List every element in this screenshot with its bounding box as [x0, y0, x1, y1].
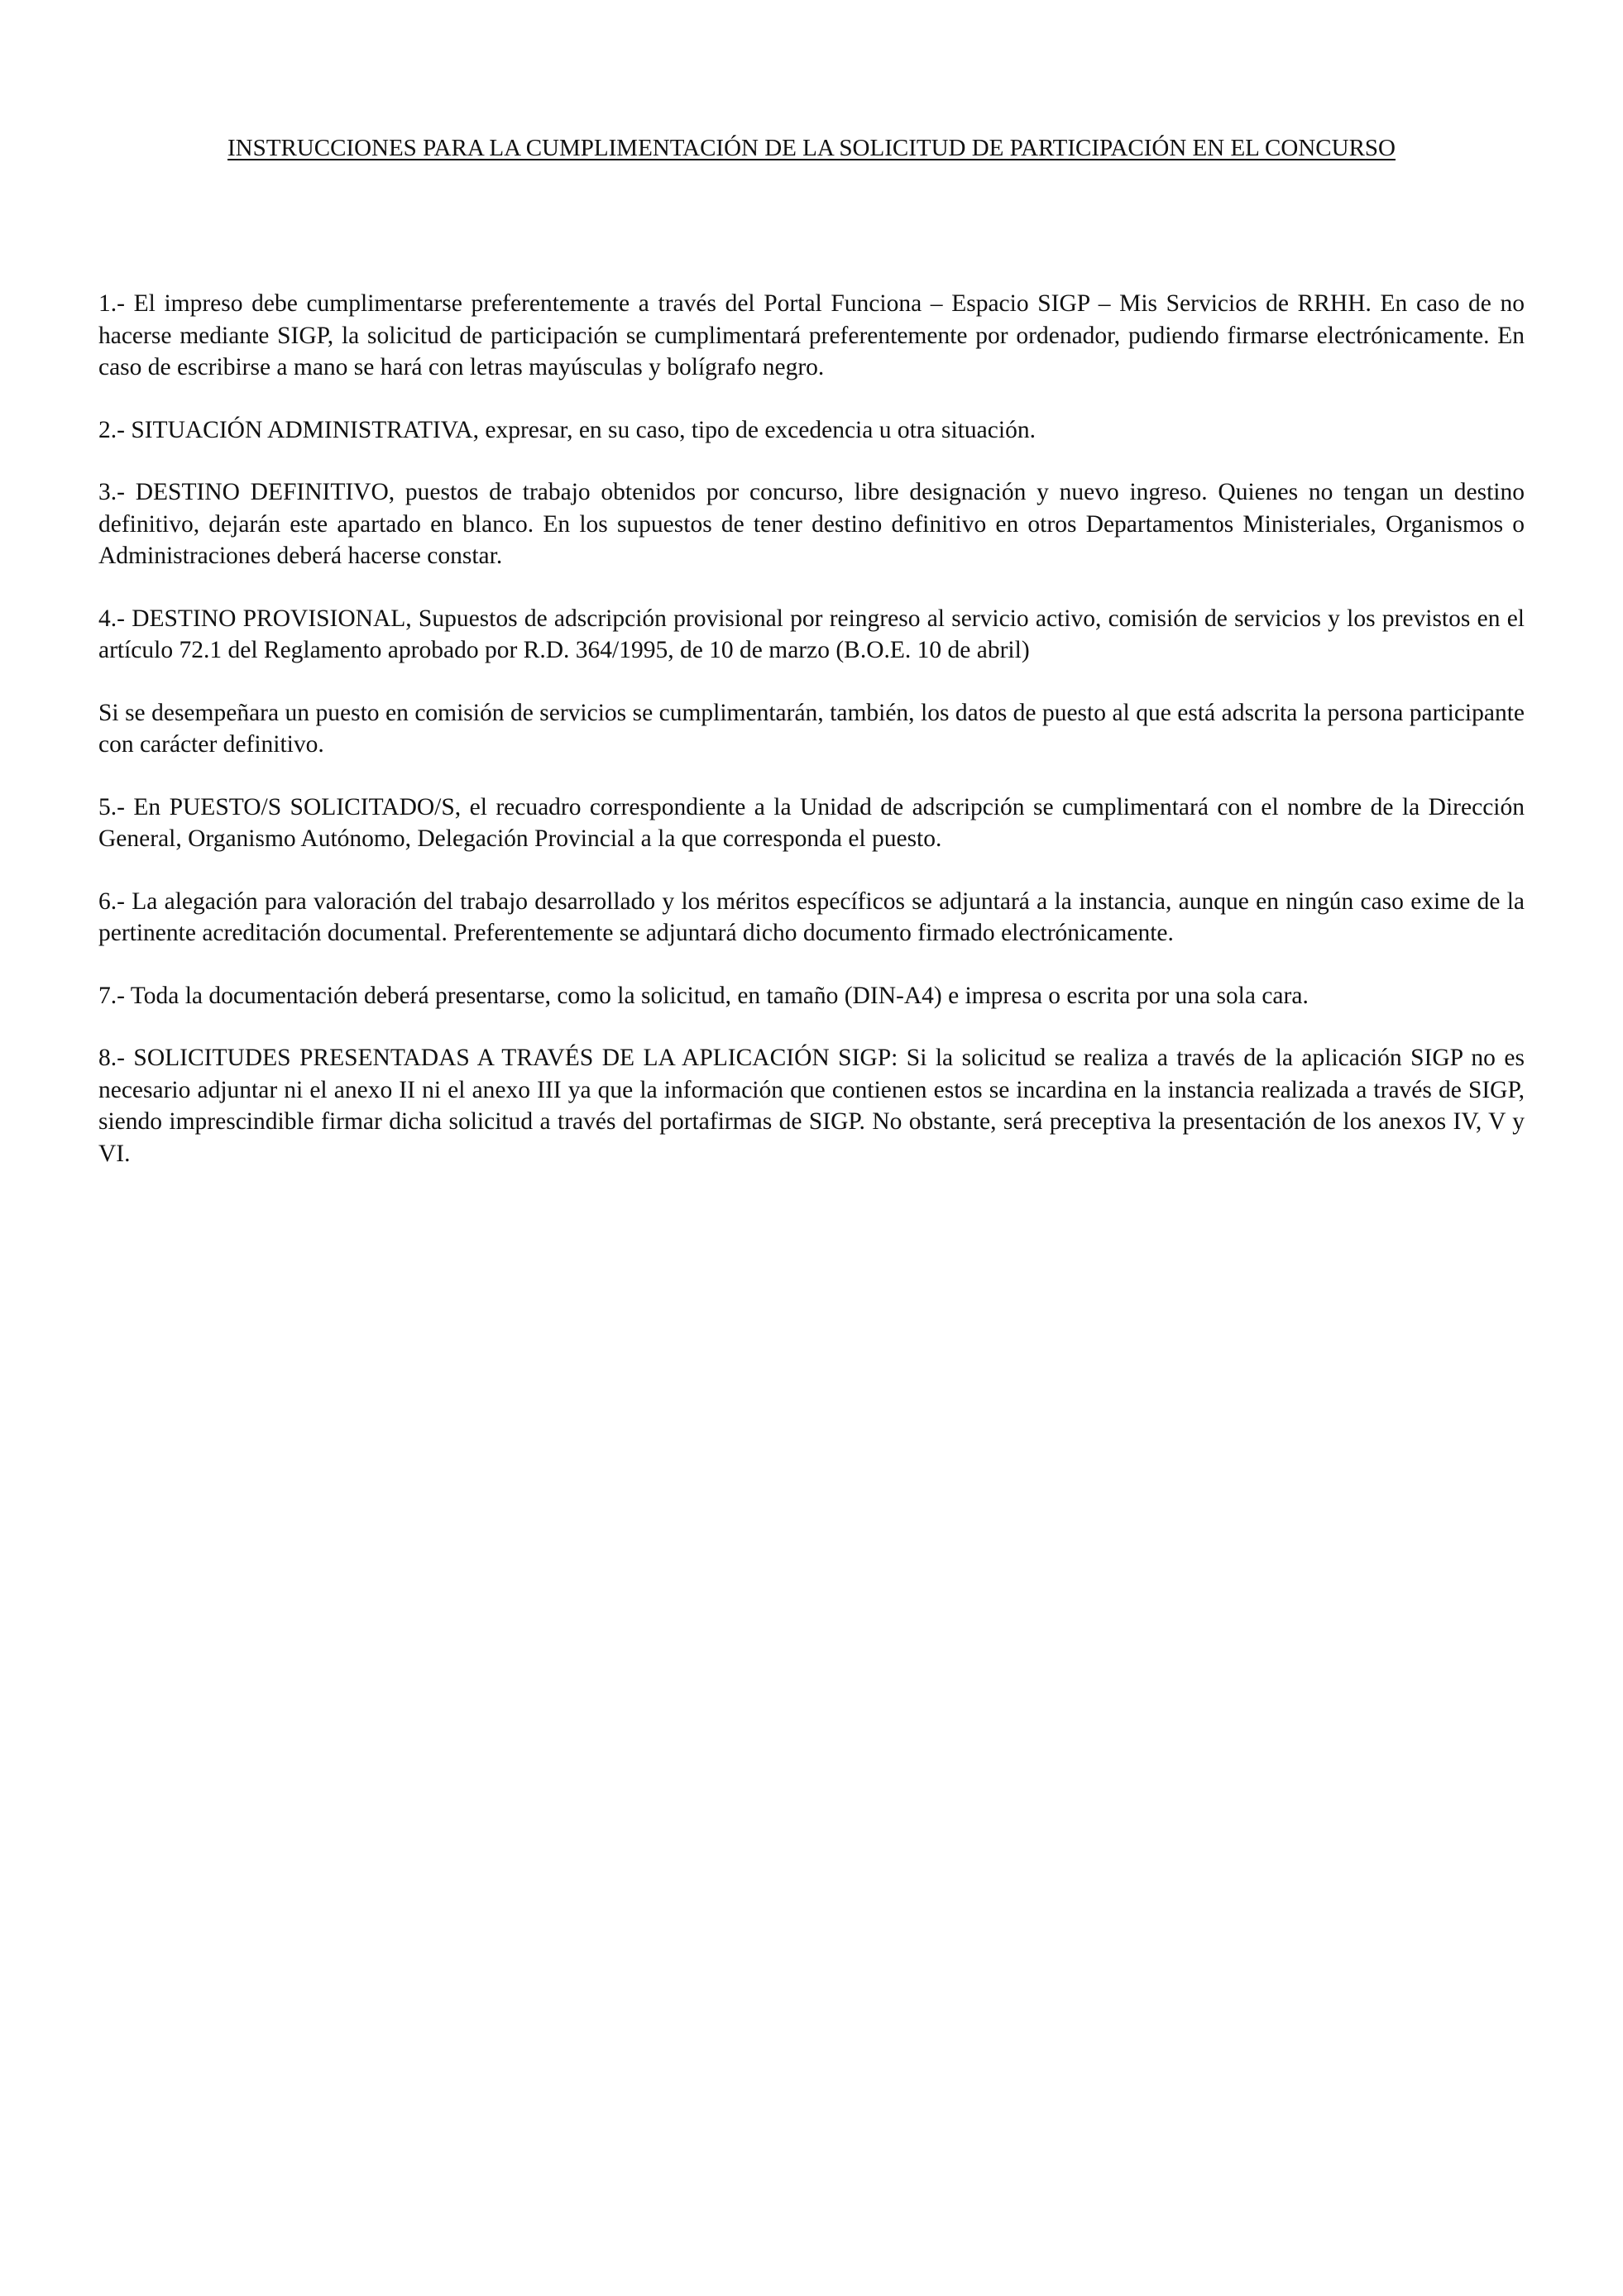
instruction-paragraph-5: 5.- En PUESTO/S SOLICITADO/S, el recuadro correspondiente a la Unidad de adscripción se cumplimentará con el nombre de la Dirección General, Organismo Autónomo, Delegación Provincial a la que corresponda el puesto. — [98, 793, 1525, 852]
instruction-paragraph-1: 1.- El impreso debe cumplimentarse preferentemente a través del Portal Funciona – Espacio SIGP – Mis Servicios de RRHH. En caso de no hacerse mediante SIGP, la solicitud de participación se cumplimentará preferentemente por ordenador, pudiendo firmarse electrónicamente. En caso de escribirse a mano se hará con letras mayúsculas y bolígrafo negro. — [98, 290, 1525, 380]
instruction-paragraph-3: 3.- DESTINO DEFINITIVO, puestos de trabajo obtenidos por concurso, libre designación y nuevo ingreso. Quienes no tengan un destino definitivo, dejarán este apartado en blanco. En los supuestos de tener destino definitivo en otros Departamentos Ministeriales, Organismos o Administraciones deberá hacerse constar. — [98, 479, 1525, 569]
instruction-paragraph-4: 4.- DESTINO PROVISIONAL, Supuestos de adscripción provisional por reingreso al servicio activo, comisión de servicios y los previstos en el artículo 72.1 del Reglamento aprobado por R.D. 364/1995, de 10 de marzo (B.O.E. 10 de abril) — [98, 605, 1525, 663]
instruction-paragraph-8: 8.- SOLICITUDES PRESENTADAS A TRAVÉS DE LA APLICACIÓN SIGP: Si la solicitud se realiza a través de la aplicación SIGP no es necesario adjuntar ni el anexo II ni el anexo III ya que la información que contienen estos se incardina en la instancia realizada a través de SIGP, siendo imprescindible firmar dicha solicitud a través del portafirmas de SIGP. No obstante, será preceptiva la presentación de los anexos IV, V y VI. — [98, 1045, 1525, 1167]
instruction-paragraph-7: 7.- Toda la documentación deberá presentarse, como la solicitud, en tamaño (DIN-A4) e impresa o escrita por una sola cara. — [98, 982, 1309, 1009]
instructions-body — [98, 288, 1525, 1200]
instruction-paragraph-6: 6.- La alegación para valoración del trabajo desarrollado y los méritos específicos se adjuntará a la instancia, aunque en ningún caso exime de la pertinente acreditación documental. Preferentemente se adjuntará dicho documento firmado electrónicamente. — [98, 887, 1525, 946]
instruction-paragraph-2: 2.- SITUACIÓN ADMINISTRATIVA, expresar, en su caso, tipo de excedencia u otra situación. — [98, 416, 1036, 443]
document-title: INSTRUCCIONES PARA LA CUMPLIMENTACIÓN DE LA SOLICITUD DE PARTICIPACIÓN EN EL CONCURSO — [227, 135, 1396, 161]
instruction-paragraph-4-note: Si se desempeñara un puesto en comisión de servicios se cumplimentarán, también, los datos de puesto al que está adscrita la persona participante con carácter definitivo. — [98, 699, 1525, 758]
